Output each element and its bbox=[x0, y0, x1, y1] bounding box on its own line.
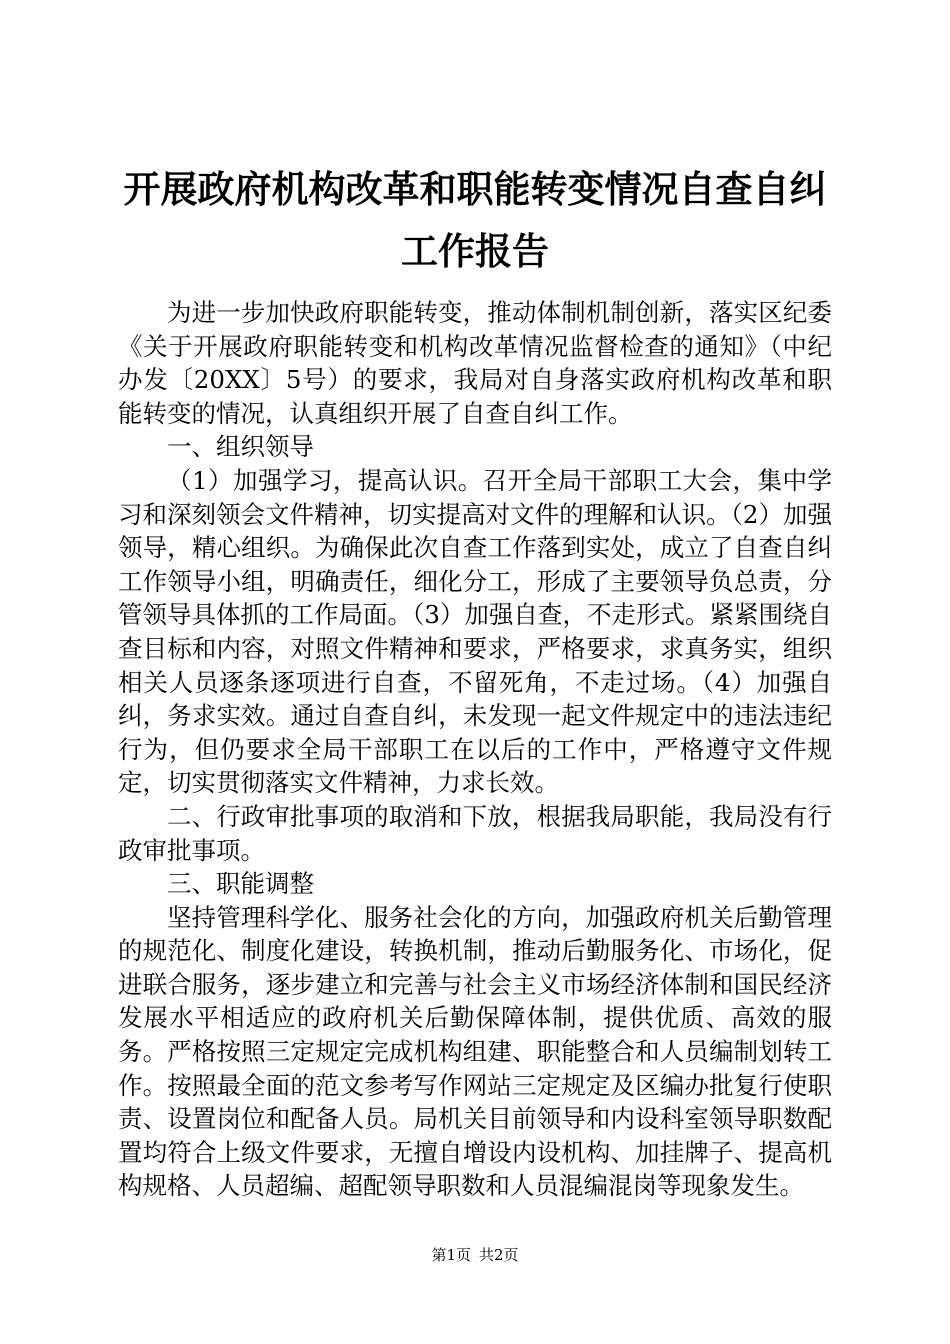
section-heading-approval: 二、行政审批事项的取消和下放，根据我局职能，我局没有行政审批事项。 bbox=[118, 801, 832, 865]
page-number: 第1页 bbox=[431, 1246, 471, 1264]
functions-paragraph: 坚持管理科学化、服务社会化的方向，加强政府机关后勤管理的规范化、制度化建设，转换机制，推动后勤服务化、市场化，促进联合服务，逐步建立和完善与社会主义市场经济体制和国民经济发展水平相适应的政府机关后勤保障体制，提供优质、高效的服务。严格按照三定规定完成机构组建、职能整合和人员编制划转工作。按照最全面的范文参考写作网站三定规定及区编办批复行使职责、设置岗位和配备人员。局机关目前领导和内设科室领导职数配置均符合上级文件要求，无擅自增设内设机构、加挂牌子、提高机构规格、人员超编、超配领导职数和人员混编混岗等现象发生。 bbox=[118, 902, 832, 1201]
intro-paragraph: 为进一步加快政府职能转变，推动体制机制创新，落实区纪委《关于开展政府职能转变和机构改革情况监督检查的通知》（中纪办发〔20XX〕5号）的要求，我局对自身落实政府机构改革和职能转变的情况，认真组织开展了自查自纠工作。 bbox=[118, 298, 832, 428]
page-footer bbox=[0, 1245, 950, 1265]
organization-paragraph: （1）加强学习，提高认识。召开全局干部职工大会，集中学习和深刻领会文件精神，切实提高对文件的理解和认识。（2）加强领导，精心组织。为确保此次自查工作落到实处，成立了自查自纠工作领导小组，明确责任，细化分工，形成了主要领导负总责，分管领导具体抓的工作局面。（3）加强自查，不走形式。紧紧围绕自查目标和内容，对照文件精神和要求，严格要求，求真务实，组织相关人员逐条逐项进行自查，不留死角，不走过场。（4）加强自纠，务求实效。通过自查自纠，未发现一起文件规定中的违法违纪行为，但仍要求全局干部职工在以后的工作中，严格遵守文件规定，切实贯彻落实文件精神，力求长效。 bbox=[118, 465, 832, 798]
document-body bbox=[118, 296, 832, 1203]
section-heading-functions: 三、职能调整 bbox=[167, 869, 314, 899]
section-heading-organization: 一、组织领导 bbox=[167, 432, 314, 462]
document-title: 开展政府机构改革和职能转变情况自查自纠工作报告 bbox=[123, 167, 827, 273]
page-total: 共2页 bbox=[479, 1246, 519, 1264]
